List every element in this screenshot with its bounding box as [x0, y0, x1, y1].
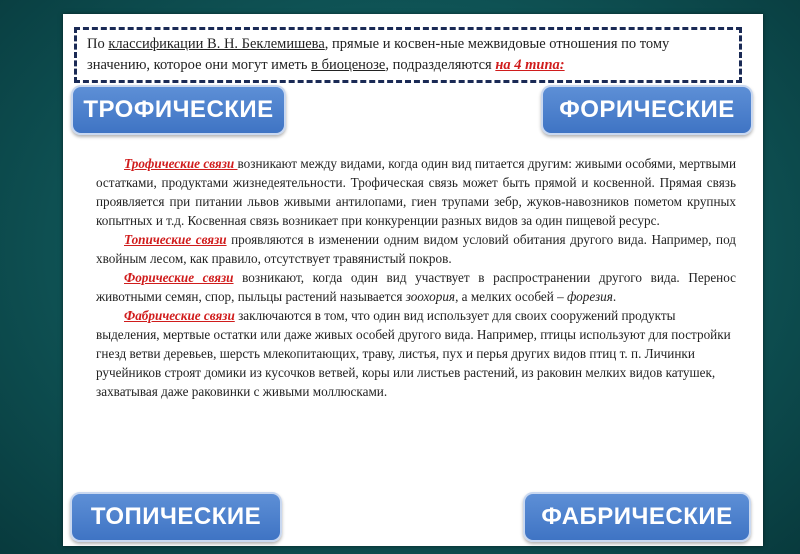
- header-text-2: , прямые и косвен-ные межвидовые отношения по тому значению, которое они могут иметь: [87, 36, 670, 73]
- paragraph-fabric: [96, 306, 736, 401]
- paragraph-topic: [96, 230, 736, 268]
- term-phoric: Форические связи: [124, 270, 234, 285]
- term-topic: Топические связи: [124, 232, 227, 247]
- term-zoochory: зоохория: [405, 289, 456, 304]
- term-trophic: Трофические связи: [124, 156, 238, 171]
- tag-trophic: ТРОФИЧЕСКИЕ: [71, 85, 286, 135]
- header-link-classification: классификации В. Н. Беклемишева: [108, 36, 325, 52]
- header-box: [74, 27, 742, 83]
- tag-topic: ТОПИЧЕСКИЕ: [70, 492, 282, 542]
- tag-fabric: ФАБРИЧЕСКИЕ: [523, 492, 751, 542]
- paragraph-phoric: [96, 268, 736, 306]
- header-text-1: По: [87, 36, 109, 52]
- header-text-3: , подразделяются: [385, 57, 496, 73]
- text-phoric-3: .: [612, 289, 617, 304]
- text-trophic: возникают между видами, когда один вид питается другим: живыми особями, мертвыми остатками, продуктами жизнедеятельности. Трофическая связь может быть прямой и косвенной. Прямая связь проявляется при питании львов живыми антилопами, гиен трупами зебр, жуков-навозников пометом крупных копытных и т.д. Косвенная связь возникает при конкуренции разных видов за один пищевой ресурс.: [96, 156, 736, 228]
- paragraph-trophic: [96, 154, 736, 230]
- header-link-biocenosis: в биоценозе: [311, 57, 386, 73]
- header-highlight: на 4 типа:: [495, 57, 565, 73]
- slide: [63, 14, 763, 546]
- term-fabric: Фабрические связи: [124, 308, 235, 323]
- body-text: [96, 154, 736, 401]
- text-fabric: заключаются в том, что один вид использует для своих сооружений продукты выделения, мертвые остатки или даже живых особей другого вида. Например, птицы используют для постройки гнезд ветви деревьев, шерсть млекопитающих, траву, листья, пух и перья других видов птиц т. п. Личинки ручейников строят домики из кусочков ветвей, коры или листьев растений, из раковин мелких видов катушек, захватывая даже раковинки с живыми моллюсками.: [96, 308, 731, 399]
- text-topic: проявляются в изменении одним видом условий обитания другого вида. Например, под хвойным лесом, как правило, отсутствует травянистый покров.: [96, 232, 736, 266]
- term-phoresy: форезия: [566, 289, 613, 304]
- text-phoric-2: , а мелких особей –: [455, 289, 567, 304]
- tag-phoric: ФОРИЧЕСКИЕ: [541, 85, 753, 135]
- text-phoric-1: возникают, когда один вид участвует в распространении другого вида. Перенос животными семян, спор, пыльцы растений называется: [96, 270, 737, 304]
